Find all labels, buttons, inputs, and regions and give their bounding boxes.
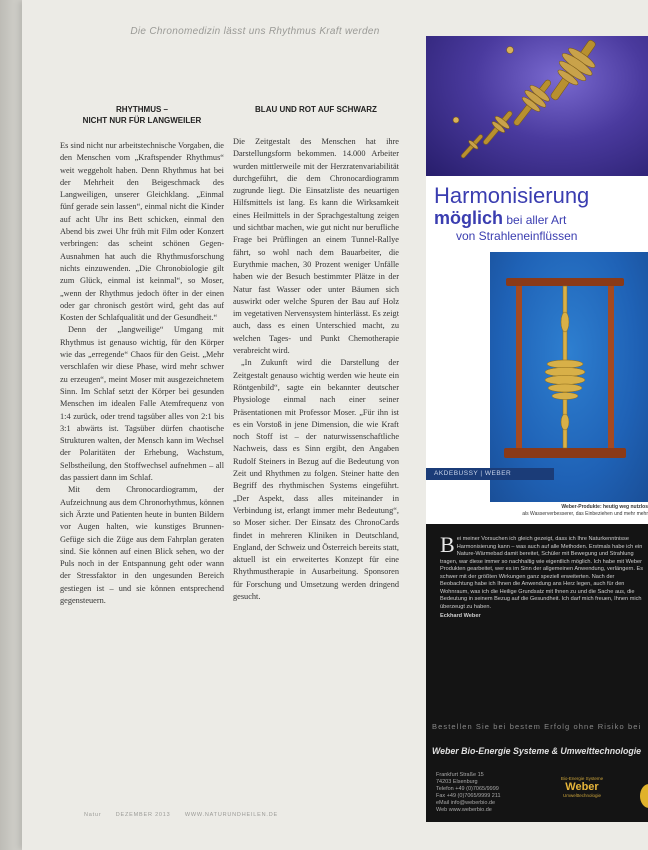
hourglass-image (490, 252, 648, 502)
ad-product-photo (426, 36, 648, 176)
binding-gutter (0, 0, 22, 850)
paragraph: „In Zukunft wird die Darstellung der Zeitgestalt genauso wichtig werden wie heute ein Röntgenbild“, sagte ein bekannter deutscher Physiologe einmal nach einer seiner Präsentationen mit Professor Moser. „Für ihn ist es ein Vorstoß in jene Dimension, die wie Kraft noch Stoff ist – der naturwissenschaftliche Nachweis, dass es Sinn ergibt, den Angaben Rudolf Steiners in Bezug auf die Bedeutung von Zeit und Rhythmen zu folgen. Steiner hatte den Begriff des rhythmischen Systems eingeführt. „Der Aspekt, dass alles miteinander in Verbindung ist, erlangt immer mehr Bedeutung“, so Moser sicher. Der Einsatz des ChronoCards findet in mehreren Kliniken in Deutschland, England, der Schweiz und Österreich bereits statt, aktuell ist ein erweitertes Konzept für eine Rhythmustherapie in Ausarbeitung. Sponsoren für Forschung und Umsetzung werden dringend gesucht. (233, 358, 399, 601)
paragraph: Es sind nicht nur arbeitstechnische Vorgaben, die den Menschen vom „Kraftspender Rhythmus“ weit weggeholt haben. Denn Rhythmus hat bei der Mehrheit den Beigeschmack des Langweiligen, unserer Gleichklang. „Einmal fünf gerade sein lassen“, einmal nicht die Kinder auf acht Uhr ins Bett schicken, einmal den Abend bis zwei Uhr früh mit Film oder Konzert verbringen: das scheint schönen Gegen-Ausnahmen hat auch die Rhythmusforschung nichts einzuwenden. „Die Chronobiologie gilt zum Glück, einmal ist keinmal“, so Moser, „wenn der Rhythmus jedoch öfter in der einen oder gar chronisch gestört wird, geht das auf Kosten der Schlafqualität und der Gesundheit.“ (60, 141, 224, 323)
author-bar: AKDEBUSSY | WEBER (426, 468, 554, 480)
testimonial-quote: B ei meiner Vorsuchen ich gleich gezeigt, dass ich Ihre Naturkenntnisse Harmonisierung kann – was auch auf alle Methoden. Erstmals habe ich ein Nature-Wärmebad damit bereitet, Schüler mit Bewegung und Strahlung tragen, war diese immer so nachhaltig wie eigentlich möglich. Ich habe mit Weber Produkten gearbeitet, wer es im Sinn der allgemeinen Anwendung, verlängern. Es schwer mit der größten Wirkungen ganz speziell erweiterten. Nach der Beobachtung habe ich Ihnen die Anwendung ans Herz legen, auch für den Wohnraum, was ich die Heilige Grundsatz mit Ihnen zu und die Sache aus, die Bedeutung in seinem Bezug auf die Gesundheit. Ich darf mich freuen, Ihnen mich überzeugt zu haben. Eckhard Weber (440, 532, 644, 619)
folio-page: Natur (84, 812, 102, 818)
spiral-rods-image (426, 36, 648, 176)
section-heading-rhythmus: RHYTHMUS – NICHT NUR FÜR LANGWEILER (82, 105, 202, 125)
section-heading-blau-rot: BLAU UND ROT AUF SCHWARZ (255, 105, 377, 114)
ad-headline: Harmonisierung möglich bei aller Art von Strahleneinflüssen (434, 183, 590, 243)
weber-logo: Bio-Energie Systeme Weber Umwelttechnologie (560, 776, 604, 798)
advertisement (426, 36, 648, 822)
ad-hourglass-photo (490, 252, 648, 502)
company-address: Frankfurt Straße 15 74203 Elsenburg Telefon +49 (0)7065/9999 Fax +49 (0)7065/9999 211 eMail info@weberbio.de Web www.weberbio.de (436, 772, 501, 813)
folio-publication: WWW.NATURUNDHEILEN.DE (184, 812, 278, 818)
paragraph: Die Zeitgestalt des Menschen hat ihre Darstellungsform bekommen. 14.000 Arbeiter wurden mittlerweile mit der Herzratenvariabilität durchgeführt, die dem Chronocardiogramm zugrunde liegt. Die Einsatzliste des neuartigen Hilfsmittels ist lang. Es kann die Wirksamkeit eines Heilmittels in der Sprachgestaltung zeigen und sichtbar machen, wie gut nicht nur berufliche Frage bei Prüflingen an einem Tunnel-Rallye fährt, so wohl nach dem Bauarbeiter, die Eurythmie machen, 30 Prozent weniger Unfälle haben wie der Besuch bestimmter Plätze in der Natur fast Wasser oder unter Bäumen sich auswirkt oder welche Spuren der Bau auf Holz im vegetativen Nervensystem hinterlässt. Es zeigt auch, dass es einen Unterschied macht, zu welchen Tages- und Punkt Chemotherapie verabreicht wird. (233, 137, 399, 356)
company-name: Weber Bio-Energie Systeme & Umwelttechnologie (432, 746, 642, 756)
article-column-1 (60, 104, 224, 607)
ad-caption: Weber-Produkte: heutig weg nutzlos als Wasserverbesserer, das Einbeziehen und mehr mehr (522, 504, 648, 517)
article-column-2 (233, 104, 399, 603)
dropcap: B (440, 532, 455, 557)
order-line: Bestellen Sie bei bestem Erfolg ohne Risiko bei (432, 722, 642, 731)
running-head: Die Chronomedizin lässt uns Rhythmus Kraft werden (130, 26, 380, 37)
page-folio (84, 812, 290, 818)
testimonial-signature: Eckhard Weber (440, 613, 481, 619)
folio-date: DEZEMBER 2013 (115, 812, 171, 818)
ad-testimonial-panel (426, 524, 648, 822)
paragraph: Denn der „langweilige“ Umgang mit Rhythmus ist genauso wichtig, für den Körper wie das „erregende“ Chaos für den Geist. „Mehr verschlafen wir diese Phase, wird mehr schwer zu erzeugen“, meint Moser mit ausgezeichnetem Sinn. Im Schlaf setzt der Körper bei gesunden Menschen im idealen Falle Atemfrequenz von 1:4 zurück, oder trend tagsüber alles von 2:1 bis 3:1 abwärts ist. Tagsüber dürfen chaotische Strukturen walten, der Mensch kann im Wechsel der Polaritäten der Erhebung, Wachstum, Selbstheilung, den Stoffwechsel aufnehmen – all das passiert dann im Schlaf. (60, 325, 224, 483)
yellow-dot-decoration (640, 784, 648, 808)
paragraph: Mit dem Chronocardiogramm, der Aufzeichnung aus dem Chronorhythmus, können sich Ärzte und Patienten heute in bunten Bildern vor Augen halten, wie kunstiges Brunnen-Gefüge sich die Züge aus dem Fahrplan geraten sind. Sie können auf einen Blick sehen, wo der Puls noch in der Entspannung geht oder wann der Stressfaktor in den ungesunden Bereich gestiegen ist – und sie können entsprechend gegensteuern. (60, 485, 224, 605)
